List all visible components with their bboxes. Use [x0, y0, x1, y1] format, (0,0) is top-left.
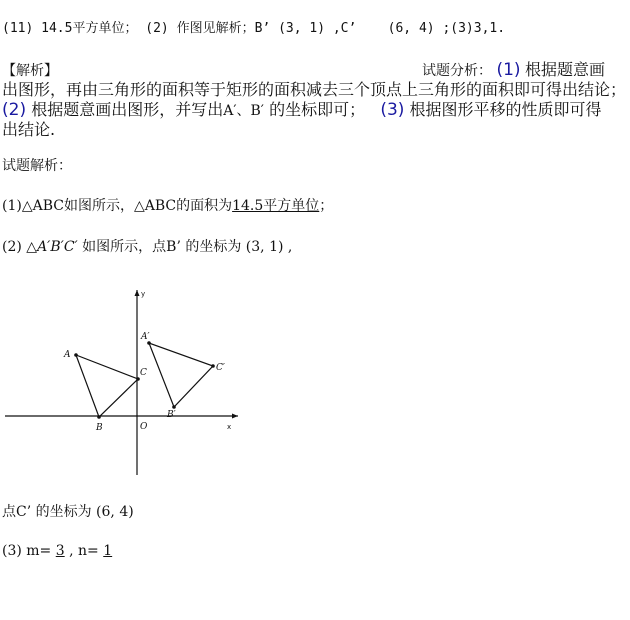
answer-part3: (6, 4) ;(3)3,1. — [387, 21, 506, 36]
solution-1-prefix: (1)△ABC如图所示，△ABC的面积为 — [2, 198, 233, 214]
solution-3-mid: , n= — [69, 543, 99, 559]
label-b: B — [96, 423, 103, 433]
analysis-heading: 【解析】 — [2, 63, 58, 79]
point-b — [97, 415, 101, 419]
coordinate-figure — [0, 275, 260, 485]
solution-1-value: 14.5平方单位 — [232, 198, 320, 214]
label-a: A — [64, 350, 71, 360]
analysis-label: 试题分析： — [422, 63, 492, 79]
answer-part2: (2) 作图见解析；B’ (3, 1) ,C’ — [145, 21, 357, 36]
y-axis-arrow — [135, 290, 140, 296]
analysis-line-2: 出图形，再由三角形的面积等于矩形的面积减去三个顶点上三角形的面积即可得出结论； — [2, 80, 627, 99]
solution-3-prefix: (3) m= — [2, 543, 52, 559]
solution-2-prefix: (2) △ — [2, 239, 38, 255]
point-c1 — [211, 364, 215, 368]
solution-line-2 — [2, 238, 292, 256]
solution-2-triangle: A′B′C′ — [37, 239, 78, 255]
label-origin: O — [140, 422, 148, 432]
x-axis-arrow — [232, 414, 238, 419]
analysis-points-ab: A′、B′ — [223, 103, 264, 119]
analysis-label-row — [422, 61, 605, 80]
analysis-num-3: (3) — [380, 100, 405, 120]
label-c: C — [140, 368, 147, 378]
answer-line — [2, 20, 505, 38]
analysis-text-3: 的坐标即可； — [269, 100, 366, 119]
solution-line-3 — [2, 542, 112, 560]
label-y-axis: y — [141, 290, 146, 298]
solution-heading: 试题解析： — [2, 158, 72, 174]
label-c1: C′ — [216, 363, 225, 373]
triangle-a1b1c1 — [149, 343, 213, 407]
solution-2-text: 如图所示，点B’ 的坐标为 (3, 1) , — [82, 239, 293, 255]
analysis-text-1: 根据题意画 — [525, 60, 606, 79]
point-b1 — [172, 405, 176, 409]
solution-c-coord: 点C’ 的坐标为 (6, 4) — [2, 504, 134, 520]
label-x-axis: x — [227, 423, 232, 431]
answer-part1: (11) 14.5平方单位； — [2, 21, 138, 36]
analysis-line-3 — [2, 100, 602, 121]
triangle-abc — [76, 355, 138, 417]
analysis-text-2: 根据题意画出图形，并写出 — [31, 100, 224, 119]
analysis-num-2: (2) — [2, 100, 27, 120]
analysis-num-1: (1) — [496, 60, 521, 80]
solution-line-1 — [2, 197, 333, 215]
analysis-text-4: 根据图形平移的性质即可得 — [409, 100, 602, 119]
label-b1: B′ — [167, 410, 176, 420]
solution-n-value: 1 — [103, 543, 113, 559]
analysis-line-4: 出结论. — [2, 120, 56, 139]
label-a1: A′ — [141, 332, 150, 342]
solution-1-suffix: ； — [319, 198, 334, 214]
point-a — [74, 353, 78, 357]
solution-m-value: 3 — [55, 543, 65, 559]
